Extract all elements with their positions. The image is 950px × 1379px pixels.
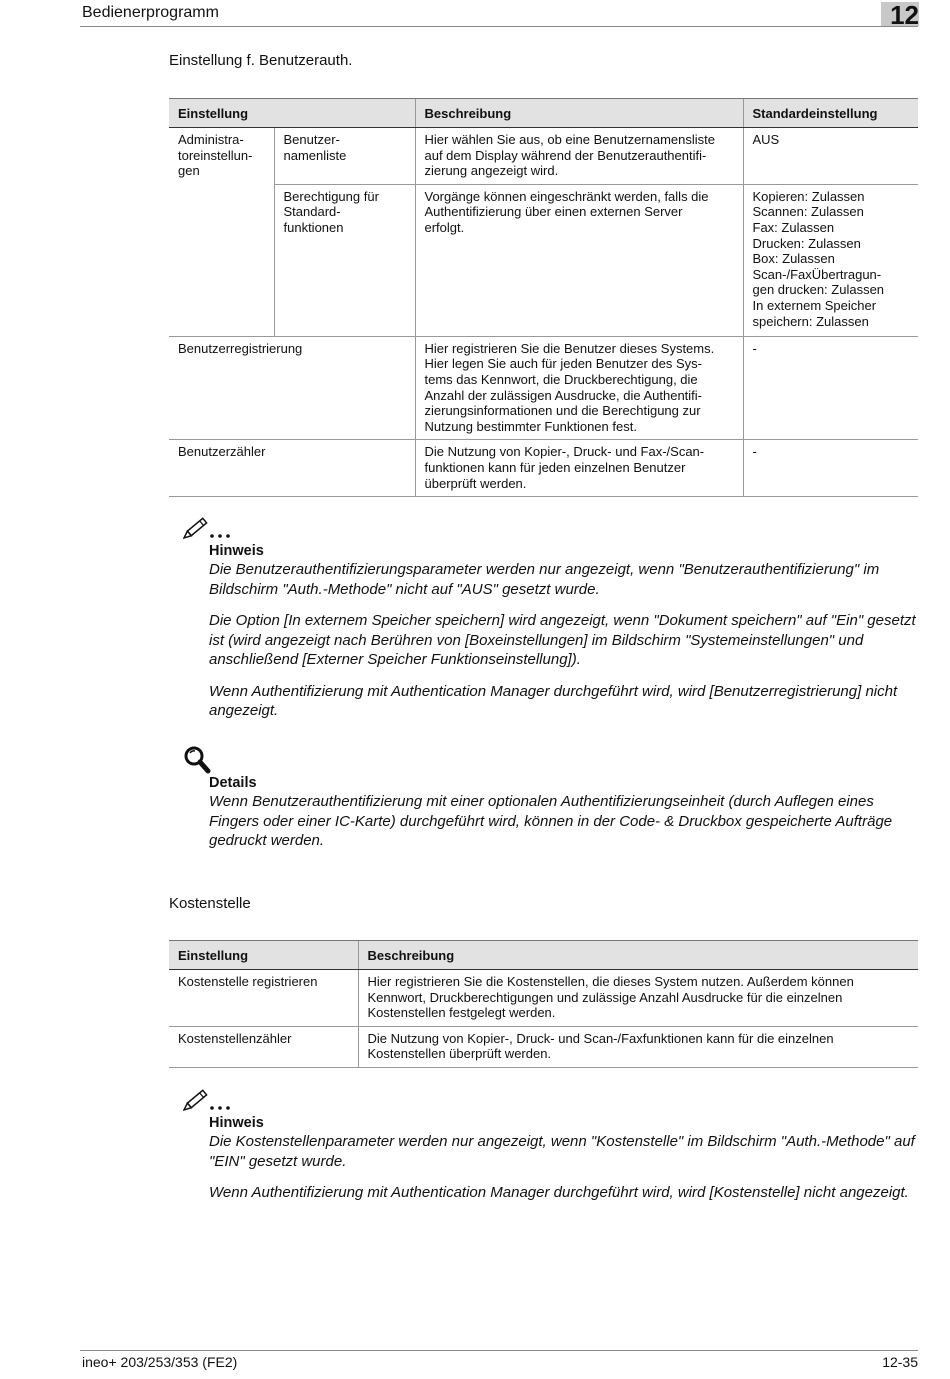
description-cell: Die Nutzung von Kopier-, Druck- und Scan-/Faxfunktionen kann für die einzelnen Kostenstellen überprüft werden. bbox=[358, 1026, 918, 1067]
column-header: Einstellung bbox=[169, 941, 358, 970]
setting-cell: Kostenstelle registrieren bbox=[169, 970, 358, 1027]
table-row bbox=[169, 970, 918, 1027]
default-cell: AUS bbox=[743, 128, 918, 185]
benutzerauth-table bbox=[169, 98, 918, 497]
header-title: Bedienerprogramm bbox=[82, 4, 219, 21]
column-header: Beschreibung bbox=[415, 99, 743, 128]
note-paragraph: Wenn Authentifizierung mit Authentication Manager durchgeführt wird, wird [Benutzerregistrierung] nicht angezeigt. bbox=[209, 682, 898, 719]
description-cell: Hier registrieren Sie die Benutzer dieses Systems. Hier legen Sie auch für jeden Benutzer des Sys- tems das Kennwort, die Druckberechtigung, die Anzahl der zulässigen Ausdrucke, die Authentifi- zierungsinformationen und die Berechtigung zur Nutzung bestimmter Funktionen fest. bbox=[415, 336, 743, 440]
column-header: Standardeinstellung bbox=[743, 99, 918, 128]
pencil-note-icon bbox=[183, 513, 923, 543]
page-footer bbox=[80, 1350, 918, 1370]
hinweis-note bbox=[183, 513, 923, 721]
table-row bbox=[169, 1026, 918, 1067]
page-number: 12-35 bbox=[882, 1354, 918, 1370]
chapter-number: 12 bbox=[890, 0, 919, 30]
note-label: Hinweis bbox=[209, 1115, 264, 1131]
magnifier-icon bbox=[183, 745, 923, 775]
note-paragraph: Die Kostenstellenparameter werden nur angezeigt, wenn "Kostenstelle" im Bildschirm "Auth.-Methode" auf "EIN" gesetzt wurde. bbox=[209, 1133, 915, 1170]
setting-cell: Benutzerregistrierung bbox=[169, 336, 415, 440]
table-row bbox=[169, 336, 918, 440]
note-paragraph: Die Option [In externem Speicher speichern] wird angezeigt, wenn "Dokument speichern" auf "Ein" gesetzt ist (wird angezeigt nach Berühren von [Boxeinstellungen] im Bildschirm "Systemeinstellungen" und anschließend [Externer Speicher Funktionseinstellung]). bbox=[209, 612, 916, 668]
hinweis-note-kostenstelle bbox=[183, 1085, 923, 1203]
description-cell: Die Nutzung von Kopier-, Druck- und Fax-/Scan- funktionen kann für jeden einzelnen Benutzer überprüft werden. bbox=[415, 440, 743, 497]
section-title-benutzerauth: Einstellung f. Benutzerauth. bbox=[169, 52, 353, 69]
section-title-kostenstelle: Kostenstelle bbox=[169, 895, 251, 912]
page-header bbox=[80, 4, 918, 27]
description-cell: Vorgänge können eingeschränkt werden, falls die Authentifizierung über einen externen Server erfolgt. bbox=[415, 184, 743, 336]
note-paragraph: Die Benutzerauthentifizierungsparameter werden nur angezeigt, wenn "Benutzerauthentifizierung" im Bildschirm "Auth.-Methode" nicht auf "AUS" gesetzt wurde. bbox=[209, 561, 880, 598]
table-header-row bbox=[169, 99, 918, 128]
pencil-note-icon bbox=[183, 1085, 923, 1115]
details-paragraph: Wenn Benutzerauthentifizierung mit einer optionalen Authentifizierungseinheit (durch Auflegen eines Fingers oder einer IC-Karte) durchgeführt wird, können in der Code- & Druckbox gespeicherte Aufträge gedruckt werden. bbox=[209, 793, 893, 849]
setting-cell: Berechtigung für Standard- funktionen bbox=[274, 184, 415, 336]
setting-cell: Kostenstellenzähler bbox=[169, 1026, 358, 1067]
default-cell: - bbox=[743, 336, 918, 440]
footer-model: ineo+ 203/253/353 (FE2) bbox=[82, 1354, 238, 1370]
description-cell: Hier registrieren Sie die Kostenstellen, die dieses System nutzen. Außerdem können Kennwort, Druckberechtigungen und zulässige Anzahl Ausdrucke für die einzelnen Kostenstellen festgelegt werden. bbox=[358, 970, 918, 1027]
column-header: Beschreibung bbox=[358, 941, 918, 970]
setting-cell: Benutzerzähler bbox=[169, 440, 415, 497]
table-row bbox=[169, 440, 918, 497]
note-label: Hinweis bbox=[209, 543, 264, 559]
default-cell: - bbox=[743, 440, 918, 497]
table-row bbox=[169, 128, 918, 185]
note-paragraph: Wenn Authentifizierung mit Authentication Manager durchgeführt wird, wird [Kostenstelle] nicht angezeigt. bbox=[209, 1184, 909, 1201]
description-cell: Hier wählen Sie aus, ob eine Benutzernamensliste auf dem Display während der Benutzerauthentifi- zierung angezeigt wird. bbox=[415, 128, 743, 185]
setting-cell: Benutzer- namenliste bbox=[274, 128, 415, 185]
details-label: Details bbox=[209, 775, 257, 791]
group-cell: Administra- toreinstellun- gen bbox=[169, 128, 274, 337]
details-note bbox=[183, 745, 923, 851]
chapter-tab bbox=[881, 0, 919, 30]
column-header: Einstellung bbox=[169, 99, 415, 128]
kostenstelle-table bbox=[169, 940, 918, 1068]
default-cell: Kopieren: Zulassen Scannen: Zulassen Fax: Zulassen Drucken: Zulassen Box: Zulassen Scan-/FaxÜbertragun- gen drucken: Zulassen In externem Speicher speichern: Zulassen bbox=[743, 184, 918, 336]
table-header-row bbox=[169, 941, 918, 970]
table-row bbox=[169, 184, 918, 336]
